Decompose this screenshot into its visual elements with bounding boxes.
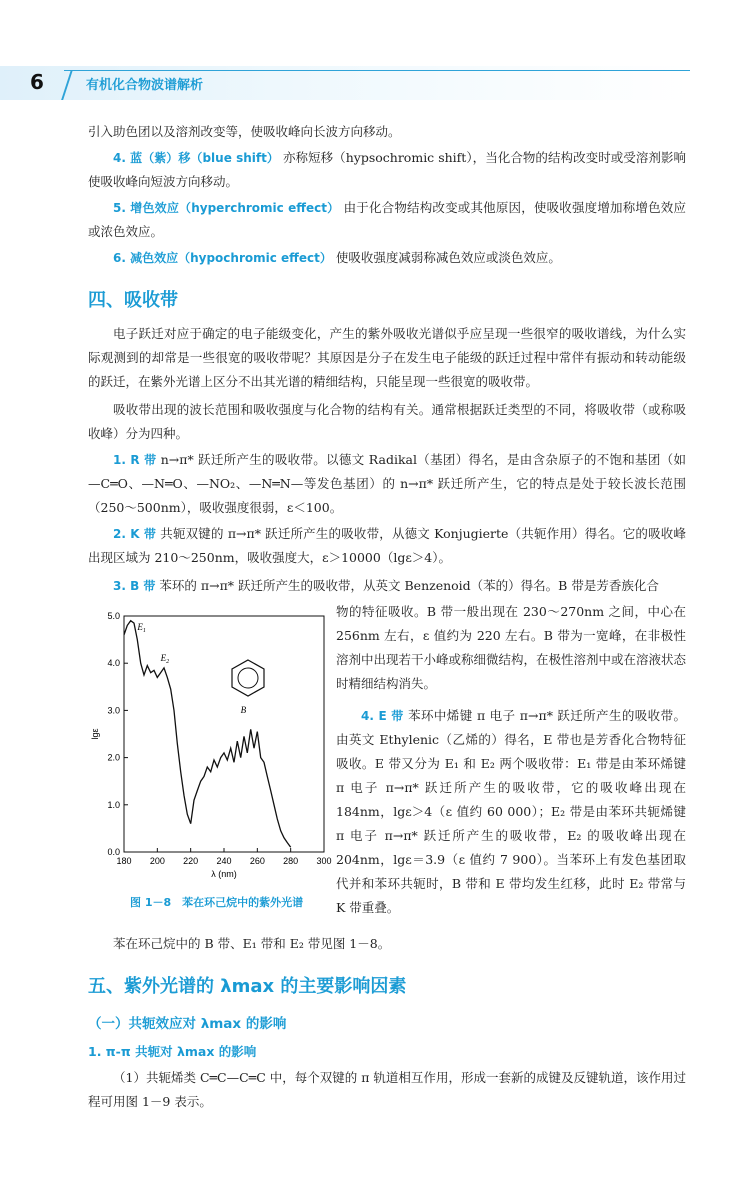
term-hypochromic: 6. 减色效应（hypochromic effect） <box>113 251 332 265</box>
page-number: 6 <box>30 70 44 94</box>
text-k-band: 共轭双键的 π→π* 跃迁所产生的吸收带，从德文 Konjugierte（共轭作用）得名。它的吸收峰出现区域为 210～250nm，吸收强度大，ε＞10000（lgε＞4）。 <box>88 526 686 565</box>
y-tick-label: 3.0 <box>107 705 120 716</box>
paragraph-r-band <box>88 448 686 520</box>
chart-axes <box>124 616 324 852</box>
benzene-aromatic-circle <box>238 668 258 688</box>
term-e-band: 4. E 带 <box>361 709 404 723</box>
text-b-band: 苯环的 π→π* 跃迁所产生的吸收带，从英文 Benzenoid（苯的）得名。B 带是芳香族化合 <box>159 578 659 593</box>
x-tick-label: 200 <box>149 856 165 866</box>
x-tick-label: 280 <box>283 856 299 866</box>
term-k-band: 2. K 带 <box>113 527 157 541</box>
uv-spectrum-chart <box>88 600 334 888</box>
y-tick-label: 2.0 <box>107 752 120 763</box>
paragraph-conjugated-alkenes: （1）共轭烯类 C═C—C═C 中，每个双键的 π 轨道相互作用，形成一套新的成键及反键轨道，该作用过程可用图 1－9 表示。 <box>88 1070 686 1109</box>
plot-frame <box>124 616 324 852</box>
paragraph-hyperchromic <box>88 196 686 244</box>
spectrum-line <box>124 621 291 848</box>
x-axis-label: λ (nm) <box>211 869 237 879</box>
paragraph-hypochromic <box>88 246 686 270</box>
paragraph-blue-shift <box>88 146 686 194</box>
chart-ticks <box>90 611 332 879</box>
book-title: 有机化合物波谱解析 <box>86 78 204 93</box>
paragraph-e-band <box>336 704 686 920</box>
y-tick-label: 0.0 <box>107 847 120 857</box>
x-tick-label: 180 <box>116 856 132 866</box>
annotation-e1: $E_1$ <box>137 622 146 635</box>
paragraph-band-types: 吸收带出现的波长范围和吸收强度与化合物的结构有关。通常根据跃迁类型的不同，将吸收带（或称吸收峰）分为四种。 <box>88 402 686 441</box>
x-tick-label: 220 <box>183 856 199 866</box>
y-tick-label: 4.0 <box>107 658 120 669</box>
paragraph-intro: 引入助色团以及溶剂改变等，使吸收峰向长波方向移动。 <box>88 124 401 139</box>
term-blue-shift: 4. 蓝（紫）移（blue shift） <box>113 151 279 165</box>
paragraph-k-band <box>88 522 686 570</box>
figure-caption: 图 1－8 苯在环己烷中的紫外光谱 <box>130 896 304 909</box>
term-r-band: 1. R 带 <box>113 453 157 467</box>
paragraph-b-band-continued: 物的特征吸收。B 带一般出现在 230～270nm 之间，中心在 256nm 左右，ε 值约为 220 左右。B 带为一宽峰，在非极性溶剂中出现若干小峰或称细微结构，在极性溶剂中或在溶液状态时精细结构消失。 <box>336 604 687 691</box>
x-tick-label: 300 <box>316 856 332 866</box>
benzene-hexagon <box>232 660 264 696</box>
y-axis-label: lgε <box>90 728 100 740</box>
header-rule <box>64 70 690 71</box>
subheading-pi-pi: 1. π-π 共轭对 λmax 的影响 <box>88 1044 257 1059</box>
text-blue-shift: 亦称短移（hypsochromic shift），当化合物的结构改变时或受溶剂影响使吸收峰向短波方向移动。 <box>88 150 687 189</box>
text-r-band: n→π* 跃迁所产生的吸收带。以德文 Radikal（基团）得名，是由含杂原子的不饱和基团（如—C═O、—N═O、—NO₂、—N═N—等发色基团）的 n→π* 跃迁所产生，它的特点是处于较长波长范围（250～500nm），吸收强度很弱，ε＜100。 <box>88 452 686 515</box>
x-tick-label: 240 <box>216 856 232 866</box>
benzene-ring-structure <box>232 660 264 696</box>
section-heading-lambda-max: 五、紫外光谱的 λmax 的主要影响因素 <box>88 976 407 997</box>
y-tick-label: 1.0 <box>107 799 120 810</box>
paragraph-absorption-bands: 电子跃迁对应于确定的电子能级变化，产生的紫外吸收光谱似乎应呈现一些很窄的吸收谱线，为什么实际观测到的却常是一些很宽的吸收带呢？其原因是分子在发生电子能级的跃迁过程中常伴有振动和转动能级的跃迁，在紫外光谱上区分不出其光谱的精细结构，只能呈现一些很宽的吸收带。 <box>88 326 686 389</box>
chart-annotations <box>136 622 246 715</box>
text-hypochromic: 使吸收强度减弱称减色效应或淡色效应。 <box>335 250 561 265</box>
term-b-band: 3. B 带 <box>113 579 156 593</box>
text-hyperchromic: 由于化合物结构改变或其他原因，使吸收强度增加称增色效应或浓色效应。 <box>88 200 686 239</box>
annotation-b: B <box>240 704 247 715</box>
paragraph-b-band <box>88 574 686 598</box>
paragraph-figure-reference: 苯在环己烷中的 B 带、E₁ 带和 E₂ 带见图 1－8。 <box>113 936 391 951</box>
y-tick-label: 5.0 <box>107 611 120 621</box>
text-e-band: 苯环中烯键 π 电子 π→π* 跃迁所产生的吸收带。由英文 Ethylenic（乙烯的）得名，E 带也是芳香化合物特征吸收。E 带又分为 E₁ 和 E₂ 两个吸收带：E₁ 带是由苯环烯键 π 电子 π→π* 跃迁所产生的吸收带，它的吸收峰出现在 184nm，lgε＞4（ε 值约 60 000）；E₂ 带是由苯环共轭烯键 π 电子 π→π* 跃迁所产生的吸收带，E₂ 的吸收峰出现在 204nm，lgε＝3.9（ε 值约 7 900）。当苯环上有发色基团取代并和苯环共轭时，B 带和 E 带均发生红移，此时 E₂ 带常与 K 带重叠。 <box>336 708 686 915</box>
subheading-conjugation: （一）共轭效应对 λmax 的影响 <box>88 1016 287 1032</box>
annotation-e2: $E_2$ <box>160 652 170 665</box>
term-hyperchromic: 5. 增色效应（hyperchromic effect） <box>113 201 340 215</box>
x-tick-label: 260 <box>249 856 265 866</box>
section-heading-absorption-bands: 四、吸收带 <box>88 290 178 311</box>
